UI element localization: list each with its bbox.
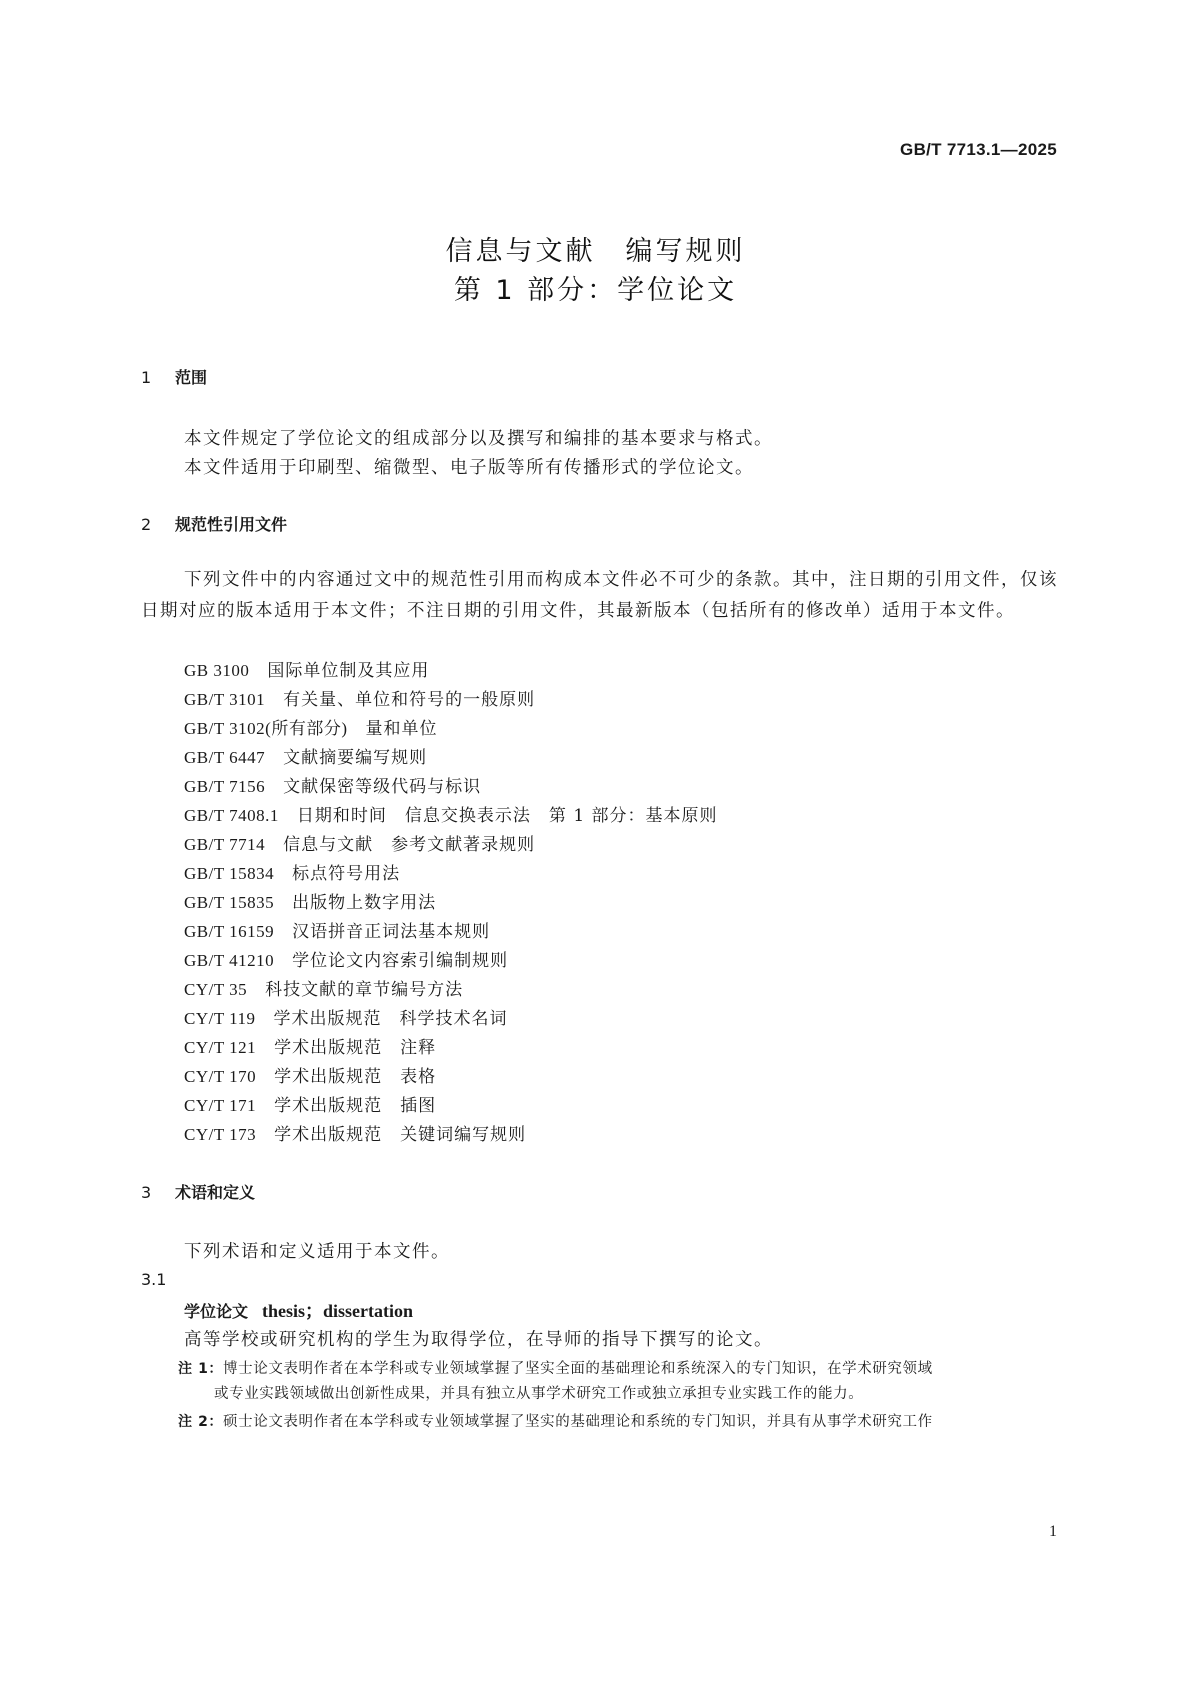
reference-title: 出版物上数字用法 [292,893,437,913]
reference-item [184,917,490,942]
term-note [178,1410,1063,1435]
reference-item [184,830,535,855]
reference-item [184,656,429,681]
reference-code: CY/T 119 [184,1009,256,1028]
term-english: thesis；dissertation [262,1301,414,1321]
document-title-line1: 信息与文献 编写规则 [445,236,746,267]
reference-item [184,743,427,768]
reference-item [184,772,481,797]
document-title-line2: 第 1 部分：学位论文 [453,275,738,306]
reference-code: GB/T 41210 [184,951,275,970]
reference-item [184,714,438,739]
term-entry [184,1297,413,1323]
reference-item [184,946,508,971]
reference-item [184,1033,436,1058]
terms-intro-paragraph: 下列术语和定义适用于本文件。 [184,1242,450,1262]
reference-item [184,888,436,913]
scope-paragraph: 本文件适用于印刷型、缩微型、电子版等所有传播形式的学位论文。 [184,458,754,478]
reference-title: 学术出版规范 关键词编写规则 [274,1125,527,1145]
reference-title: 国际单位制及其应用 [267,661,430,681]
reference-title: 学术出版规范 注释 [274,1038,437,1058]
note-label: 注 1： [178,1361,224,1377]
reference-item [184,1120,526,1145]
reference-item [184,1062,436,1087]
reference-code: GB/T 3102(所有部分) [184,719,348,738]
reference-title: 标点符号用法 [292,864,401,884]
section-title: 范围 [175,368,208,387]
reference-title: 科技文献的章节编号方法 [265,980,464,1000]
section-heading-normative-references [141,512,287,535]
reference-title: 文献保密等级代码与标识 [283,777,482,797]
reference-item [184,975,463,1000]
reference-title: 学位论文内容索引编制规则 [292,951,509,971]
section-number: 2 [141,515,152,534]
reference-code: GB/T 15834 [184,864,275,883]
reference-item [184,1091,436,1116]
reference-item [184,859,400,884]
reference-code: GB/T 15835 [184,893,275,912]
section-number: 1 [141,368,152,387]
reference-title: 信息与文献 参考文献著录规则 [283,835,536,855]
section-heading-terms [141,1180,255,1203]
reference-title: 学术出版规范 表格 [274,1067,437,1087]
term-number: 3.1 [141,1270,167,1289]
standard-code: GB/T 7713.1—2025 [900,140,1057,159]
section-title: 规范性引用文件 [175,515,288,534]
section-heading-scope [141,365,207,388]
normative-intro-paragraph: 下列文件中的内容通过文中的规范性引用而构成本文件必不可少的条款。其中，注日期的引用文件，仅该日期对应的版本适用于本文件；不注日期的引用文件，其最新版本（包括所有的修改单）适用于本文件。 [141,570,1058,621]
reference-code: GB 3100 [184,661,250,680]
reference-code: CY/T 170 [184,1067,257,1086]
reference-title: 量和单位 [365,719,438,739]
note-text: 博士论文表明作者在本学科或专业领域掌握了坚实全面的基础理论和系统深入的专门知识，在学术研究领域 [223,1361,933,1377]
reference-title: 文献摘要编写规则 [283,748,428,768]
section-number: 3 [141,1183,152,1202]
reference-code: GB/T 7714 [184,835,266,854]
reference-title: 有关量、单位和符号的一般原则 [283,690,536,710]
reference-code: CY/T 121 [184,1038,257,1057]
reference-title: 学术出版规范 插图 [274,1096,437,1116]
reference-item [184,1004,508,1029]
reference-code: GB/T 7156 [184,777,266,796]
reference-title: 日期和时间 信息交换表示法 第 1 部分：基本原则 [296,806,718,826]
reference-code: GB/T 6447 [184,748,266,767]
reference-item [184,685,535,710]
reference-title: 汉语拼音正词法基本规则 [292,922,491,942]
page-number: 1 [1049,1523,1057,1540]
reference-code: GB/T 7408.1 [184,806,279,825]
note-label: 注 2： [178,1414,224,1430]
scope-paragraph: 本文件规定了学位论文的组成部分以及撰写和编排的基本要求与格式。 [184,429,773,449]
term-chinese: 学位论文 [184,1302,249,1321]
reference-title: 学术出版规范 科学技术名词 [273,1009,508,1029]
term-note [178,1357,1063,1407]
reference-code: CY/T 171 [184,1096,257,1115]
note-text-continued: 或专业实践领域做出创新性成果，并具有独立从事学术研究工作或独立承担专业实践工作的能力。 [214,1386,864,1402]
reference-code: CY/T 173 [184,1125,257,1144]
section-title: 术语和定义 [175,1183,256,1202]
reference-code: CY/T 35 [184,980,248,999]
note-text: 硕士论文表明作者在本学科或专业领域掌握了坚实的基础理论和系统的专门知识，并具有从事学术研究工作 [223,1414,933,1430]
term-definition: 高等学校或研究机构的学生为取得学位，在导师的指导下撰写的论文。 [184,1330,773,1350]
reference-item [184,801,718,826]
reference-code: GB/T 3101 [184,690,266,709]
reference-code: GB/T 16159 [184,922,275,941]
